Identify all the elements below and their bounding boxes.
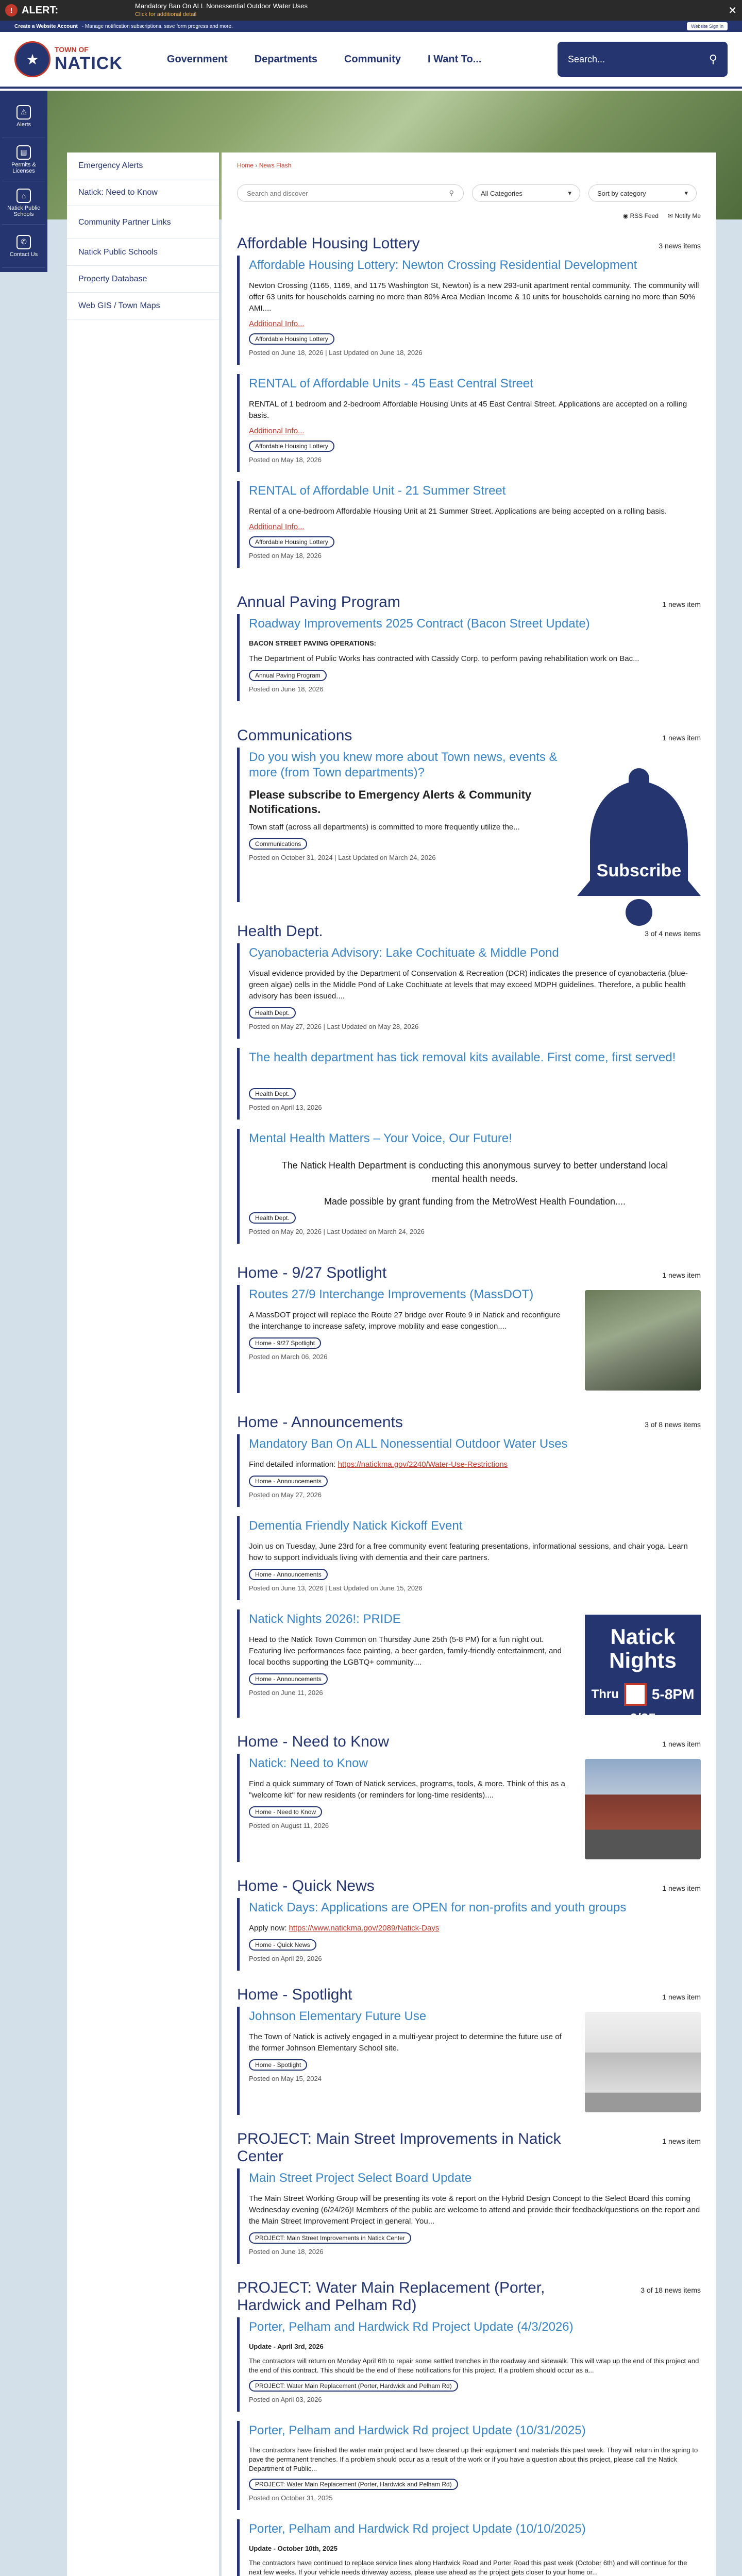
category-count: 1 news item	[662, 1884, 701, 1892]
phone-icon: ✆	[16, 235, 31, 249]
news-item	[237, 614, 701, 701]
category-title: Home - 9/27 Spotlight	[237, 1264, 387, 1281]
sidebar-item-emergency-alerts[interactable]: Emergency Alerts	[67, 152, 219, 179]
posted-date: Posted on June 18, 2026	[249, 2248, 324, 2256]
site-header	[0, 32, 742, 89]
news-item	[237, 1434, 701, 1507]
close-icon[interactable]: ✕	[728, 5, 737, 16]
additional-info-link[interactable]: Additional Info...	[249, 427, 305, 435]
category-title: Annual Paving Program	[237, 594, 400, 611]
chevron-down-icon: ▾	[568, 189, 571, 197]
category-announcements	[237, 1414, 701, 1726]
chevron-down-icon: ▾	[684, 189, 688, 197]
natick-center-photo[interactable]	[585, 1759, 701, 1859]
alert-title[interactable]: Mandatory Ban On ALL Nonessential Outdoor Water Uses	[135, 2, 308, 10]
document-icon: ▤	[16, 145, 31, 160]
category-title: Home - Announcements	[237, 1414, 403, 1431]
news-title[interactable]: Do you wish you knew more about Town news, events & more (from Town departments)?	[249, 750, 558, 779]
breadcrumb-sep: ›	[254, 162, 259, 169]
alert-bar[interactable]	[0, 0, 742, 21]
notify-me-link[interactable]: ✉ Notify Me	[667, 212, 701, 219]
news-bold: Update - April 3rd, 2026	[249, 2343, 324, 2350]
news-item	[237, 256, 701, 365]
news-item	[237, 1516, 701, 1600]
news-title[interactable]: Porter, Pelham and Hardwick Rd Project Update (4/3/2026)	[249, 2320, 574, 2334]
logo-town: TOWN OF	[55, 45, 89, 54]
rss-label[interactable]: RSS Feed	[630, 212, 659, 219]
town-logo[interactable]	[14, 41, 123, 77]
news-bold: BACON STREET PAVING OPERATIONS:	[249, 639, 377, 647]
sort-select[interactable]	[588, 184, 697, 202]
news-title[interactable]: Roadway Improvements 2025 Contract (Bacon Street Update)	[249, 617, 590, 631]
quick-rail	[0, 91, 47, 272]
natick-nights-promo[interactable]	[585, 1615, 701, 1726]
news-body: Find detailed information:	[249, 1460, 338, 1469]
news-title[interactable]: Main Street Project Select Board Update	[249, 2171, 472, 2185]
category-title: Communications	[237, 727, 352, 744]
posted-date: Posted on June 11, 2026	[249, 1689, 323, 1697]
posted-date: Posted on April 03, 2026	[249, 2396, 322, 2403]
news-title[interactable]: Affordable Housing Lottery: Newton Crossing Residential Development	[249, 258, 637, 272]
news-body: Visual evidence provided by the Department of Conservation & Recreation (DCR) indicates the presence of cyanobacteria (blue-green algae) cells in the Middle Pond of Lake Cochituate at levels that may exceed MDPH guidelines. Therefore, a public health advisory has been issued....	[249, 969, 688, 1001]
category-tag[interactable]: Home - Quick News	[249, 1939, 316, 1951]
category-count: 3 of 18 news items	[640, 2286, 701, 2294]
news-body: A MassDOT project will replace the Route 27 bridge over Route 9 in Natick and reconfigure the interchange to increase safety, improve mobility and ease congestion....	[249, 1311, 561, 1331]
news-body: The Natick Health Department is conducting this anonymous survey to better understand local mental health needs.	[281, 1160, 668, 1184]
posted-date: Posted on March 06, 2026	[249, 1353, 328, 1361]
subscribe-label: Subscribe	[596, 861, 682, 880]
category-tag[interactable]: Health Dept.	[249, 1007, 296, 1019]
news-body-row	[249, 1923, 701, 1934]
news-body: The Department of Public Works has contracted with Cassidy Corp. to perform paving rehabilitation work on Bac...	[249, 654, 639, 663]
news-title[interactable]: Dementia Friendly Natick Kickoff Event	[249, 1519, 463, 1533]
news-title[interactable]: Johnson Elementary Future Use	[249, 2009, 427, 2023]
sidebar	[67, 152, 219, 2576]
category-tag[interactable]: Home - Announcements	[249, 1569, 328, 1580]
nav-government[interactable]: Government	[166, 53, 228, 65]
news-item	[237, 2519, 701, 2576]
news-body: Head to the Natick Town Common on Thursday June 25th (5-8 PM) for a fun night out. Featuring live performances face painting, a beer garden, family-friendly entertainment, and local booths supporting the LGBTQ+ community....	[249, 1635, 562, 1667]
category-title: PROJECT: Main Street Improvements in Natick Center	[237, 2130, 561, 2165]
sidebar-item-public-schools[interactable]: Natick Public Schools	[67, 239, 219, 266]
category-tag[interactable]: PROJECT: Water Main Replacement (Porter, Hardwick and Pelham Rd)	[249, 2380, 458, 2392]
category-tag[interactable]: Home - Announcements	[249, 1673, 328, 1685]
category-count: 1 news item	[662, 2137, 701, 2145]
category-count: 1 news item	[662, 1271, 701, 1279]
category-title: Health Dept.	[237, 923, 323, 940]
news-body: RENTAL of 1 bedroom and 2-bedroom Affordable Housing Units at 45 East Central Street. Applications are accepted on a rolling basis.	[249, 400, 687, 420]
news-title[interactable]: RENTAL of Affordable Units - 45 East Central Street	[249, 377, 533, 391]
header-search-placeholder[interactable]: Search...	[568, 54, 605, 64]
header-search[interactable]	[558, 42, 728, 77]
filter-row	[237, 184, 701, 202]
news-body: The Main Street Working Group will be presenting its vote & report on the Hybrid Design Concept to the Select Board this coming Wednesday evening (6/24/26)! Members of the public are welcome to attend and provide their feedback/questions on the report and the Main Street Improvement Project in general. You...	[249, 2194, 700, 2226]
news-item	[237, 374, 701, 472]
posted-date: Posted on June 18, 2026 | Last Updated on June 18, 2026	[249, 349, 423, 357]
category-tag[interactable]: Affordable Housing Lottery	[249, 440, 334, 452]
category-title: Affordable Housing Lottery	[237, 235, 420, 252]
sort-select-value[interactable]: Sort by category	[597, 189, 646, 197]
news-title[interactable]: Natick Nights 2026!: PRIDE	[249, 1612, 401, 1626]
news-item	[237, 481, 701, 568]
news-bold: Please subscribe to Emergency Alerts & Community Notifications.	[249, 788, 532, 816]
nav-departments[interactable]: Departments	[254, 53, 317, 65]
subscribe-bell-image[interactable]	[577, 758, 701, 928]
water-restrictions-link[interactable]: https://natickma.gov/2240/Water-Use-Restrictions	[338, 1460, 508, 1469]
news-item	[237, 748, 701, 902]
breadcrumb	[237, 162, 701, 169]
rail-label: Natick Public Schools	[7, 205, 40, 217]
news-title[interactable]: Porter, Pelham and Hardwick Rd project Update (10/31/2025)	[249, 2424, 586, 2437]
news-body: Find a quick summary of Town of Natick services, programs, tools, & more. Think of this as a "welcome kit" for new residents (or reminders for long-time residents)....	[249, 1780, 565, 1800]
news-body-2: Made possible by grant funding from the MetroWest Health Foundation....	[324, 1196, 626, 1207]
news-search-input[interactable]	[237, 184, 464, 202]
category-title: Home - Spotlight	[237, 1986, 352, 2003]
news-item	[237, 2007, 701, 2115]
category-select[interactable]	[472, 184, 580, 202]
posted-date: Posted on June 13, 2026 | Last Updated on June 15, 2026	[249, 1584, 423, 1592]
posted-date: Posted on May 15, 2024	[249, 2075, 322, 2082]
category-communications	[237, 727, 701, 902]
news-title[interactable]: Mandatory Ban On ALL Nonessential Outdoor Water Uses	[249, 1437, 568, 1451]
rail-contact[interactable]	[2, 225, 45, 268]
posted-date: Posted on April 13, 2026	[249, 1104, 322, 1111]
search-icon[interactable]: ⚲	[709, 53, 717, 65]
category-main-street	[237, 2130, 701, 2264]
category-count: 1 news item	[662, 1993, 701, 2001]
additional-info-link[interactable]: Additional Info...	[249, 319, 305, 328]
posted-date: Posted on May 18, 2026	[249, 552, 322, 560]
website-sign-in-button[interactable]: Website Sign In	[687, 22, 728, 30]
nav-community[interactable]: Community	[344, 53, 401, 65]
news-body-row	[249, 1459, 701, 1470]
account-desc: - Manage notification subscriptions, save form progress and more.	[81, 23, 233, 29]
posted-date: Posted on October 31, 2024 | Last Updated on March 24, 2026	[249, 854, 436, 861]
breadcrumb-home[interactable]: Home	[237, 162, 254, 169]
alert-icon: !	[5, 4, 18, 16]
news-body: Join us on Tuesday, June 23rd for a free community event featuring presentations, informational sessions, and chair yoga. Learn how to support individuals living with dementia and their care partners.	[249, 1542, 688, 1562]
alert-label: ALERT:	[22, 4, 59, 16]
interchange-photo[interactable]	[585, 1290, 701, 1391]
rail-label: Permits & Licenses	[11, 161, 36, 174]
category-spotlight	[237, 1986, 701, 2115]
posted-date: Posted on May 27, 2026 | Last Updated on May 28, 2026	[249, 1023, 419, 1030]
category-tag[interactable]: Health Dept.	[249, 1088, 296, 1099]
news-search-placeholder[interactable]: Search and discover	[247, 189, 308, 197]
news-body: Apply now:	[249, 1924, 289, 1933]
account-bar	[0, 21, 742, 32]
category-title: Home - Need to Know	[237, 1733, 390, 1750]
news-item	[237, 1048, 701, 1120]
main-nav	[154, 54, 495, 65]
posted-date: Posted on April 29, 2026	[249, 1955, 322, 1962]
category-tag[interactable]: Home - Need to Know	[249, 1806, 322, 1818]
notify-label[interactable]: Notify Me	[674, 212, 701, 219]
main-content	[222, 152, 716, 2576]
category-water-main	[237, 2279, 701, 2576]
category-tag[interactable]: Home - 9/27 Spotlight	[249, 1337, 321, 1349]
category-tag[interactable]: Affordable Housing Lottery	[249, 536, 334, 548]
sidebar-item-need-to-know[interactable]: Natick: Need to Know	[67, 179, 219, 206]
category-need-to-know	[237, 1733, 701, 1862]
alert-text[interactable]	[135, 2, 308, 19]
category-paving	[237, 594, 701, 701]
news-title[interactable]: Natick: Need to Know	[249, 1756, 368, 1770]
news-item	[237, 1609, 701, 1726]
news-body: Town staff (across all departments) is committed to more frequently utilize the...	[249, 823, 520, 832]
news-title[interactable]: Porter, Pelham and Hardwick Rd project Update (10/10/2025)	[249, 2522, 586, 2536]
category-affordable-housing	[237, 235, 701, 568]
category-927-spotlight	[237, 1264, 701, 1393]
promo-day: Thru	[591, 1687, 619, 1701]
sidebar-item-community-partner-links[interactable]: Community Partner Links	[67, 206, 219, 239]
category-tag[interactable]: Home - Announcements	[249, 1476, 328, 1487]
news-title[interactable]: Routes 27/9 Interchange Improvements (MassDOT)	[249, 1287, 534, 1301]
promo-date: 6/25	[630, 1710, 656, 1726]
sidebar-item-property-database[interactable]: Property Database	[67, 266, 219, 293]
search-icon[interactable]: ⚲	[449, 189, 454, 197]
posted-date: Posted on June 18, 2026	[249, 685, 324, 693]
rail-schools[interactable]	[2, 181, 45, 225]
news-item	[237, 2168, 701, 2264]
posted-date: Posted on May 20, 2026 | Last Updated on March 24, 2026	[249, 1228, 425, 1235]
school-icon: ⌂	[16, 189, 31, 203]
category-title: Home - Quick News	[237, 1877, 375, 1894]
page-body	[0, 91, 742, 2576]
news-item	[237, 1285, 701, 1393]
news-bold: Update - October 10th, 2025	[249, 2545, 338, 2552]
news-title[interactable]: The health department has tick removal kits available. First come, first served!	[249, 1050, 676, 1064]
bell-icon: ⚠	[16, 105, 31, 120]
category-tag[interactable]: Affordable Housing Lottery	[249, 333, 334, 345]
additional-info-link[interactable]: Additional Info...	[249, 522, 305, 531]
category-count: 3 of 8 news items	[645, 1420, 701, 1429]
feed-links	[237, 212, 701, 219]
promo-title: Natick Nights	[609, 1624, 677, 1672]
news-body: The contractors will return on Monday April 6th to repair some settled trenches in the roadway and sidewalk. This will wrap up the end of this project and the end of this contract. This should be the end of these notifications for this project. If a problem should occur as a...	[249, 2357, 699, 2374]
sidebar-item-gis-maps[interactable]: Web GIS / Town Maps	[67, 293, 219, 319]
rss-feed-link[interactable]: ◉ RSS Feed	[622, 212, 659, 219]
rail-label: Contact Us	[9, 251, 38, 258]
category-select-value[interactable]: All Categories	[481, 189, 522, 197]
news-item	[237, 943, 701, 1039]
rail-alerts[interactable]	[2, 95, 45, 138]
news-body: The contractors have continued to replace service lines along Hardwick Road and Porter Road this past week (October 6th) and will continue for the next few weeks. If your vehicle needs driveway access, please use ahead as the project gets closer to your home or...	[249, 2559, 687, 2576]
news-body: Rental of a one-bedroom Affordable Housing Unit at 21 Summer Street. Applications are being accepted on a rolling basis.	[249, 507, 667, 516]
johnson-school-sketch[interactable]	[585, 2012, 701, 2112]
alert-sub[interactable]: Click for additional detail	[135, 11, 197, 18]
news-item	[237, 2421, 701, 2510]
news-title[interactable]: RENTAL of Affordable Unit - 21 Summer Street	[249, 484, 506, 498]
posted-date: Posted on October 31, 2025	[249, 2494, 333, 2502]
category-tag[interactable]: PROJECT: Water Main Replacement (Porter, Hardwick and Pelham Rd)	[249, 2479, 458, 2490]
posted-date: Posted on May 27, 2026	[249, 1491, 322, 1499]
town-seal-icon: ★	[14, 41, 50, 77]
category-tag[interactable]: Communications	[249, 838, 307, 850]
category-count: 1 news item	[662, 734, 701, 742]
category-count: 3 news items	[659, 242, 701, 250]
category-health	[237, 923, 701, 1244]
category-tag[interactable]: Health Dept.	[249, 1212, 296, 1224]
logo-name: NATICK	[55, 53, 123, 73]
category-tag[interactable]: PROJECT: Main Street Improvements in Natick Center	[249, 2232, 411, 2244]
nav-i-want-to[interactable]: I Want To...	[427, 53, 482, 65]
flag-icon	[624, 1683, 647, 1706]
news-title[interactable]: Mental Health Matters – Your Voice, Our Future!	[249, 1131, 512, 1145]
natick-days-link[interactable]: https://www.natickma.gov/2089/Natick-Days	[289, 1924, 440, 1933]
news-body: Newton Crossing (1165, 1169, and 1175 Washington St, Newton) is a new 293-unit apartment rental community. The community will offer 63 units for households earning no more than 80% Area Median Income & 10 units for households earning no more than 50% AMI....	[249, 281, 699, 313]
rail-permits[interactable]	[2, 138, 45, 181]
news-item	[237, 1898, 701, 1971]
news-item	[237, 1754, 701, 1862]
posted-date: Posted on August 11, 2026	[249, 1822, 329, 1829]
news-title[interactable]: Cyanobacteria Advisory: Lake Cochituate & Middle Pond	[249, 946, 559, 960]
posted-date: Posted on May 18, 2026	[249, 456, 322, 464]
breadcrumb-current[interactable]: News Flash	[259, 162, 292, 169]
promo-time: 5-8PM	[651, 1686, 695, 1702]
category-tag[interactable]: Home - Spotlight	[249, 2059, 307, 2071]
rail-label: Alerts	[16, 121, 31, 128]
news-title[interactable]: Natick Days: Applications are OPEN for non-profits and youth groups	[249, 1901, 627, 1914]
category-quick-news	[237, 1877, 701, 1971]
create-account-link[interactable]: Create a Website Account	[14, 23, 78, 29]
news-body: The contractors have finished the water main project and have cleaned up their equipment and materials this past week. They will return in the spring to pave the permanent trenches. If a problem should occur as a result of the work or if you have a question about this project, please call the Natick Department of Public...	[249, 2446, 698, 2472]
news-item	[237, 2317, 701, 2412]
news-body: The Town of Natick is actively engaged in a multi-year project to determine the future use of the former Johnson Elementary School site.	[249, 2032, 562, 2053]
category-title: PROJECT: Water Main Replacement (Porter, Hardwick and Pelham Rd)	[237, 2279, 545, 2314]
category-count: 1 news item	[662, 1740, 701, 1748]
news-item	[237, 1129, 701, 1244]
category-count: 1 news item	[662, 600, 701, 608]
category-count: 3 of 4 news items	[645, 929, 701, 938]
category-tag[interactable]: Annual Paving Program	[249, 670, 327, 681]
